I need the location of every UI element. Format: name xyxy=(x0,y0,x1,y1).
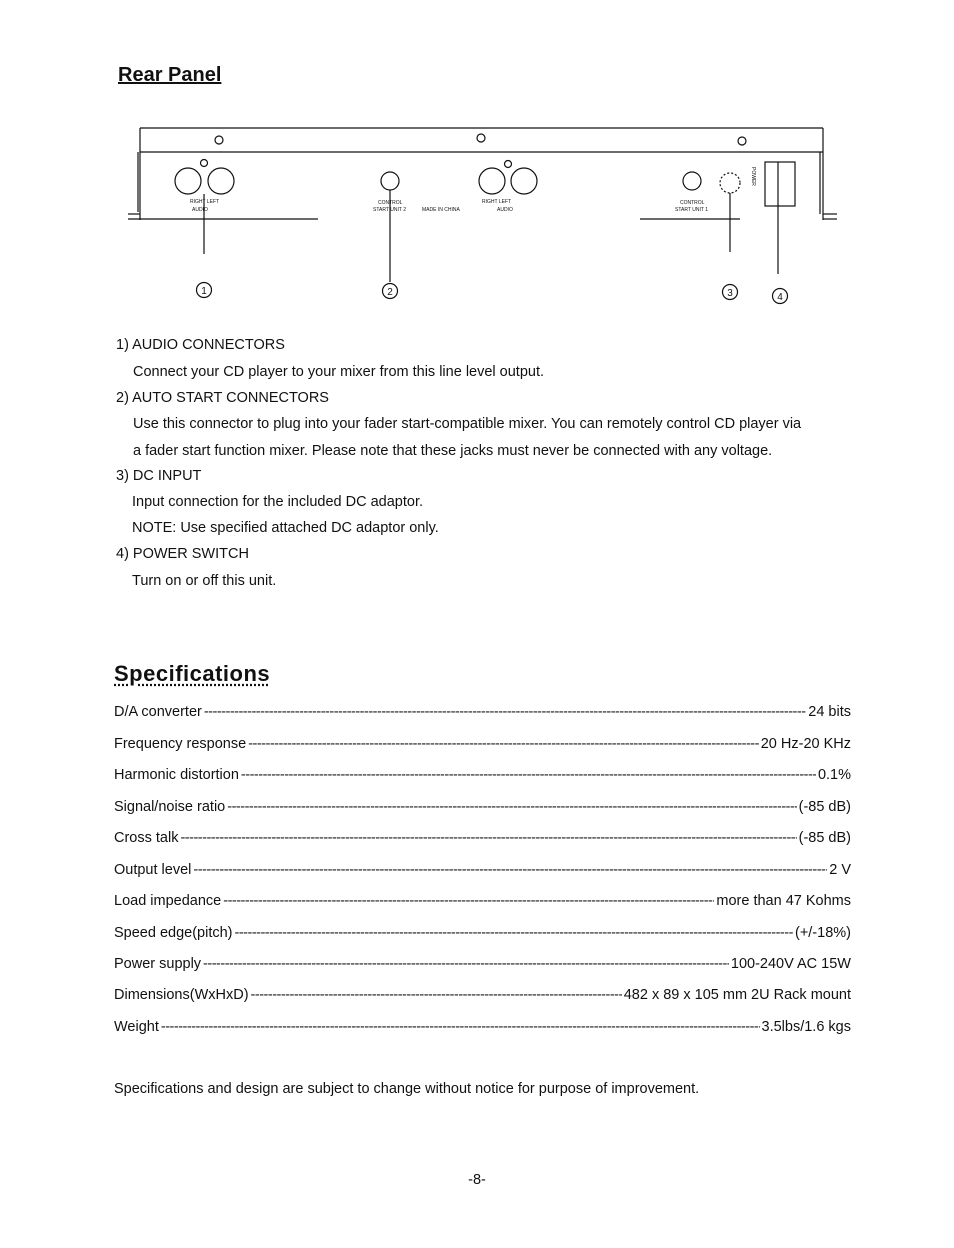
spec-label: Frequency response xyxy=(114,736,247,752)
item-heading-dc-input: 3) DC INPUT xyxy=(116,468,202,484)
spec-row xyxy=(114,799,851,819)
spec-row xyxy=(114,956,851,976)
audio-2-label: RIGHT LEFT xyxy=(482,199,512,205)
dot-leader xyxy=(248,736,759,752)
spec-value: 3.5lbs/1.6 kgs xyxy=(761,1019,851,1035)
spec-label: Load impedance xyxy=(114,893,222,909)
callout-4: 4 xyxy=(777,292,783,303)
spec-value: 0.1% xyxy=(817,767,851,783)
audio-2-sublabel: AUDIO xyxy=(497,207,513,213)
spec-label: Signal/noise ratio xyxy=(114,799,226,815)
spec-row xyxy=(114,925,851,945)
spec-label: Output level xyxy=(114,862,192,878)
spec-label: Dimensions(WxHxD) xyxy=(114,987,249,1003)
spec-row xyxy=(114,767,851,787)
spec-value: (-85 dB) xyxy=(798,830,851,846)
spec-row xyxy=(114,1019,851,1039)
spec-label: D/A converter xyxy=(114,704,202,720)
dot-leader xyxy=(227,799,796,815)
callout-2: 2 xyxy=(387,287,393,298)
dot-leader xyxy=(180,830,796,846)
dot-leader xyxy=(251,987,622,1003)
control-1-label: CONTROL xyxy=(378,200,403,206)
spec-row xyxy=(114,830,851,850)
item-text-auto-start-1: Use this connector to plug into your fader start-compatible mixer. You can remotely control CD player via xyxy=(133,416,802,432)
spec-label: Cross talk xyxy=(114,830,179,846)
dot-leader xyxy=(203,956,729,972)
spec-row xyxy=(114,862,851,882)
spec-row xyxy=(114,704,851,724)
dot-leader xyxy=(235,925,793,941)
spec-row xyxy=(114,987,851,1007)
start-unit-1-label: START UNIT 1 xyxy=(675,207,708,213)
callout-3: 3 xyxy=(727,288,733,299)
dot-leader xyxy=(241,767,816,783)
item-heading-auto-start: 2) AUTO START CONNECTORS xyxy=(116,390,329,406)
rear-panel-title: Rear Panel xyxy=(118,64,222,86)
spec-value: more than 47 Kohms xyxy=(716,893,851,909)
dot-leader xyxy=(161,1019,760,1035)
item-text-dc-input-1: Input connection for the included DC adaptor. xyxy=(132,494,423,510)
dot-leader xyxy=(204,704,806,720)
audio-1-sublabel: AUDIO xyxy=(192,207,208,213)
power-label: POWER xyxy=(750,167,756,186)
spec-value: (+/-18%) xyxy=(794,925,851,941)
audio-1-label: RIGHT LEFT xyxy=(190,199,220,205)
spec-label: Power supply xyxy=(114,956,202,972)
page-number: -8- xyxy=(468,1172,486,1188)
spec-value: (-85 dB) xyxy=(798,799,851,815)
control-2-label: CONTROL xyxy=(680,200,705,206)
dot-leader xyxy=(223,893,714,909)
dot-leader xyxy=(193,862,827,878)
spec-label: Speed edge(pitch) xyxy=(114,925,233,941)
specifications-note: Specifications and design are subject to change without notice for purpose of improvement. xyxy=(114,1081,700,1097)
item-text-power-switch: Turn on or off this unit. xyxy=(132,573,277,589)
spec-value: 482 x 89 x 105 mm 2U Rack mount xyxy=(623,987,851,1003)
item-heading-power-switch: 4) POWER SWITCH xyxy=(116,546,249,562)
spec-value: 100-240V AC 15W xyxy=(730,956,851,972)
spec-label: Harmonic distortion xyxy=(114,767,239,783)
item-heading-audio-connectors: 1) AUDIO CONNECTORS xyxy=(116,337,285,353)
spec-value: 2 V xyxy=(829,862,851,878)
spec-label: Weight xyxy=(114,1019,159,1035)
start-unit-2-label: START UNIT 2 xyxy=(373,207,406,213)
callout-1: 1 xyxy=(201,286,207,297)
spec-value: 24 bits xyxy=(808,704,851,720)
spec-row xyxy=(114,893,851,913)
item-text-audio-connectors: Connect your CD player to your mixer from this line level output. xyxy=(133,364,545,380)
specifications-title: Specifications xyxy=(114,661,271,686)
spec-value: 20 Hz-20 KHz xyxy=(760,736,851,752)
spec-row xyxy=(114,736,851,756)
item-text-auto-start-2: a fader start function mixer. Please note that these jacks must never be connected with any voltage. xyxy=(133,443,773,459)
item-text-dc-input-2: NOTE: Use specified attached DC adaptor only. xyxy=(132,520,439,536)
made-in-china-label: MADE IN CHINA xyxy=(422,207,460,213)
rear-panel-diagram xyxy=(120,122,840,312)
